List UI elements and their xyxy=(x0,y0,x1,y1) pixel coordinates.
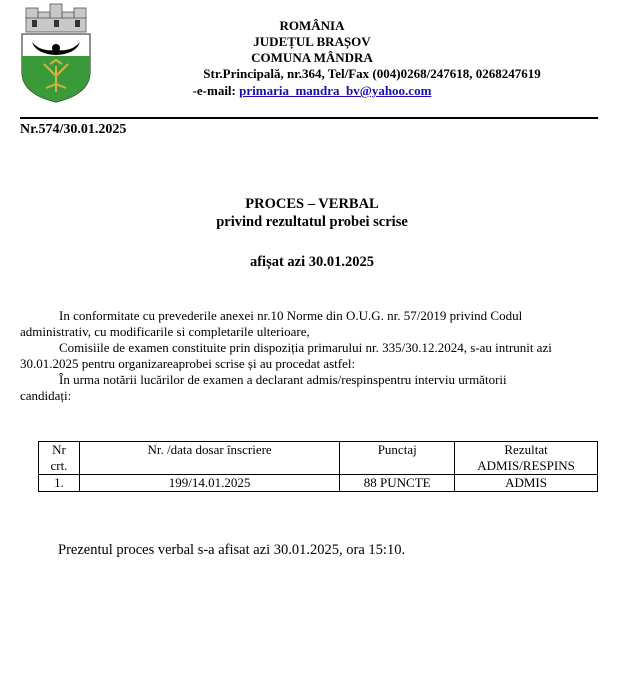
paragraph-legal-basis xyxy=(20,308,600,340)
document-title: PROCES – VERBAL xyxy=(245,196,379,212)
cell-punctaj: 88 PUNCTE xyxy=(340,475,455,492)
paragraph-line: candidați: xyxy=(20,388,72,403)
cell-rezultat: ADMIS xyxy=(455,475,598,492)
document-subtitle: privind rezultatul probei scrise xyxy=(216,214,408,230)
paragraph-line: În urma notării lucărilor de examen a declarant admis/respinspentru interviu următorii xyxy=(59,372,507,387)
header-commune: COMUNA MÂNDRA xyxy=(251,50,373,65)
paragraph-line: In conformitate cu prevederile anexei nr.10 Norme din O.U.G. nr. 57/2019 privind Codul xyxy=(59,308,523,323)
header-dosar: Nr. /data dosar înscriere xyxy=(79,442,339,475)
table-row xyxy=(39,475,598,492)
paragraph-results-intro xyxy=(20,372,600,404)
header-rezultat xyxy=(455,442,598,475)
header-divider xyxy=(20,117,598,119)
email-link[interactable]: primaria_mandra_bv@yahoo.com xyxy=(239,83,432,98)
header-nr-line: Nr xyxy=(52,442,66,457)
posted-date: afișat azi 30.01.2025 xyxy=(249,254,375,270)
table-header-row xyxy=(39,442,598,475)
header-admis-respins-line: ADMIS/RESPINS xyxy=(477,458,575,473)
header-punctaj: Punctaj xyxy=(340,442,455,475)
paragraph-line: administrativ, cu modificarile si completarile ulterioare, xyxy=(20,324,310,339)
footer-statement: Prezentul proces verbal s-a afisat azi 30.01.2025, ora 15:10. xyxy=(58,542,406,558)
header-email-line xyxy=(0,83,624,99)
paragraph-line: Comisiile de examen constituite prin dispoziția primarului nr. 335/30.12.2024, s-au intrunit azi xyxy=(59,340,552,355)
cell-nr: 1. xyxy=(39,475,80,492)
header-rezultat-line: Rezultat xyxy=(504,442,548,457)
header-county: JUDEȚUL BRAȘOV xyxy=(253,34,371,49)
results-table xyxy=(38,441,598,492)
header-email-label: -e-mail: xyxy=(192,83,240,98)
reference-number: Nr.574/30.01.2025 xyxy=(20,122,127,137)
paragraph-commission xyxy=(20,340,600,372)
header-country: ROMÂNIA xyxy=(279,18,345,33)
header-nr-crt xyxy=(39,442,80,475)
paragraph-line: 30.01.2025 pentru organizareaprobei scrise și au procedat astfel: xyxy=(20,356,356,371)
header-address: Str.Principală, nr.364, Tel/Fax (004)0268/247618, 0268247619 xyxy=(203,66,541,81)
cell-dosar: 199/14.01.2025 xyxy=(79,475,339,492)
header-crt-line: crt. xyxy=(50,458,68,473)
